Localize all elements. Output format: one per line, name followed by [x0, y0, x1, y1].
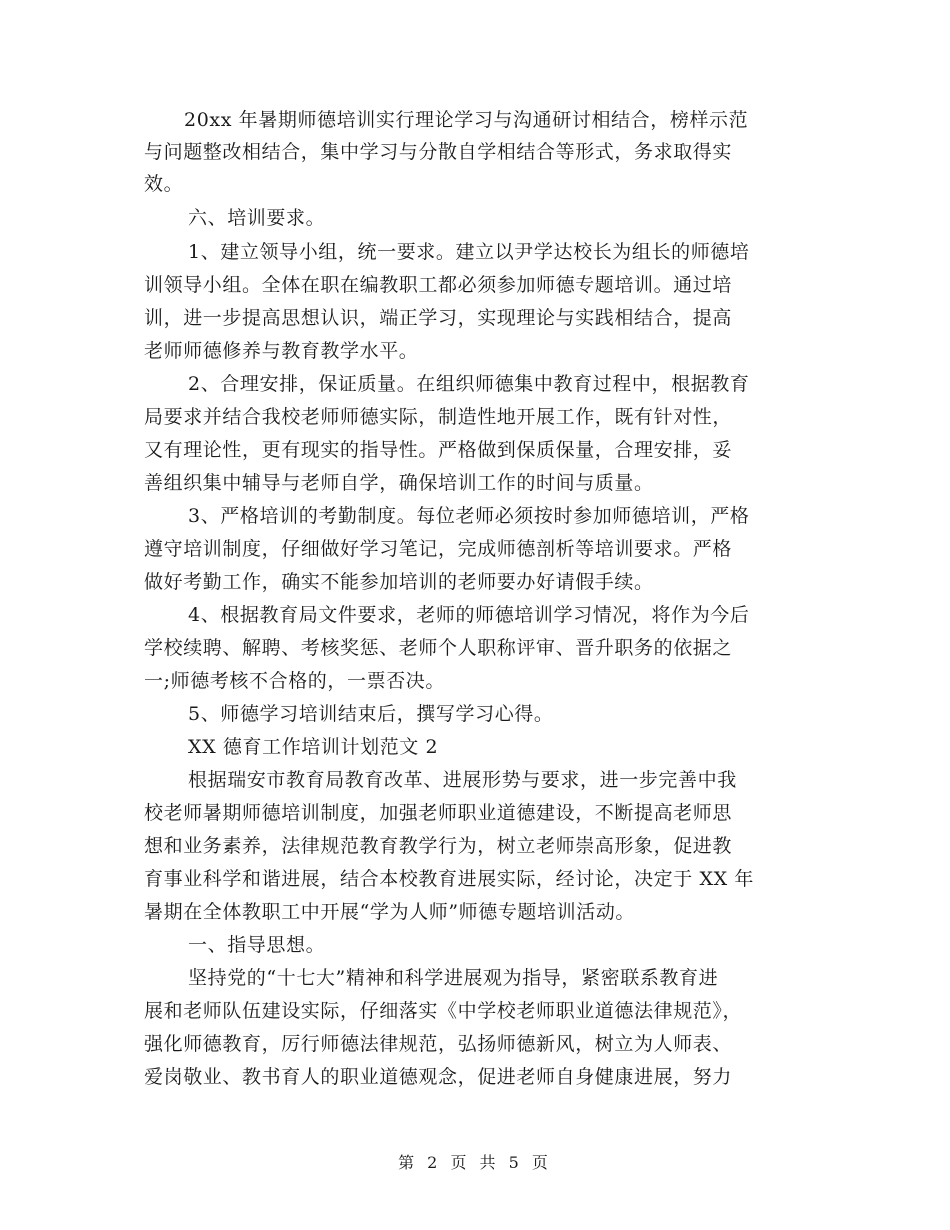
- text-line: 3、严格培训的考勤制度。每位老师必须按时参加师德培训，严格: [188, 505, 750, 527]
- text-line: 一;师德考核不合格的，一票否决。: [144, 670, 446, 692]
- text-line: 2、合理安排，保证质量。在组织师德集中教育过程中，根据教育: [188, 373, 750, 395]
- text-line: 老师师德修养与教育教学水平。: [144, 340, 419, 362]
- document-subtitle: XX 德育工作培训计划范文 2: [188, 736, 439, 758]
- page-number-footer: 第 2 页 共 5 页: [398, 1153, 552, 1172]
- text-line: 暑期在全体教职工中开展“学为人师”师德专题培训活动。: [144, 901, 636, 923]
- section-heading: 一、指导思想。: [188, 934, 326, 956]
- text-line: 爱岗敬业、教书育人的职业道德观念，促进老师自身健康进展，努力: [144, 1066, 733, 1088]
- text-line: 学校续聘、解聘、考核奖惩、老师个人职称评审、晋升职务的依据之: [144, 637, 733, 659]
- text-line: 做好考勤工作，确实不能参加培训的老师要办好请假手续。: [144, 571, 654, 593]
- section-heading: 六、培训要求。: [188, 207, 326, 229]
- text-line: 遵守培训制度，仔细做好学习笔记，完成师德剖析等培训要求。严格: [144, 538, 733, 560]
- text-line: 强化师德教育，厉行师德法律规范，弘扬师德新风，树立为人师表、: [144, 1033, 733, 1055]
- text-line: 校老师暑期师德培训制度，加强老师职业道德建设，不断提高老师思: [144, 802, 733, 824]
- text-line: 4、根据教育局文件要求，老师的师德培训学习情况，将作为今后: [188, 604, 750, 626]
- text-line: 展和老师队伍建设实际，仔细落实《中学校老师职业道德法律规范》，: [144, 1000, 743, 1022]
- text-line: 1、建立领导小组，统一要求。建立以尹学达校长为组长的师德培: [188, 241, 750, 263]
- text-line: 育事业科学和谐进展，结合本校教育进展实际，经讨论，决定于 XX 年: [144, 868, 754, 890]
- text-line: 根据瑞安市教育局教育改革、进展形势与要求，进一步完善中我: [188, 769, 737, 791]
- text-line: 5、师德学习培训结束后，撰写学习心得。: [188, 703, 554, 725]
- text-line: 想和业务素养，法律规范教育教学行为，树立老师崇高形象，促进教: [144, 835, 733, 857]
- text-line: 又有理论性，更有现实的指导性。严格做到保质保量，合理安排，妥: [144, 439, 733, 461]
- text-line: 坚持党的“十七大”精神和科学进展观为指导，紧密联系教育进: [188, 967, 719, 989]
- text-line: 训，进一步提高思想认识，端正学习，实现理论与实践相结合，提高: [144, 307, 733, 329]
- text-line: 20xx 年暑期师德培训实行理论学习与沟通研讨相结合，榜样示范: [184, 109, 749, 131]
- text-line: 与问题整改相结合，集中学习与分散自学相结合等形式，务求取得实: [144, 141, 733, 163]
- text-line: 效。: [144, 173, 184, 195]
- text-line: 训领导小组。全体在职在编教职工都必须参加师德专题培训。通过培: [144, 274, 733, 296]
- text-line: 善组织集中辅导与老师自学，确保培训工作的时间与质量。: [144, 472, 654, 494]
- text-line: 局要求并结合我校老师师德实际，制造性地开展工作，既有针对性，: [144, 406, 733, 428]
